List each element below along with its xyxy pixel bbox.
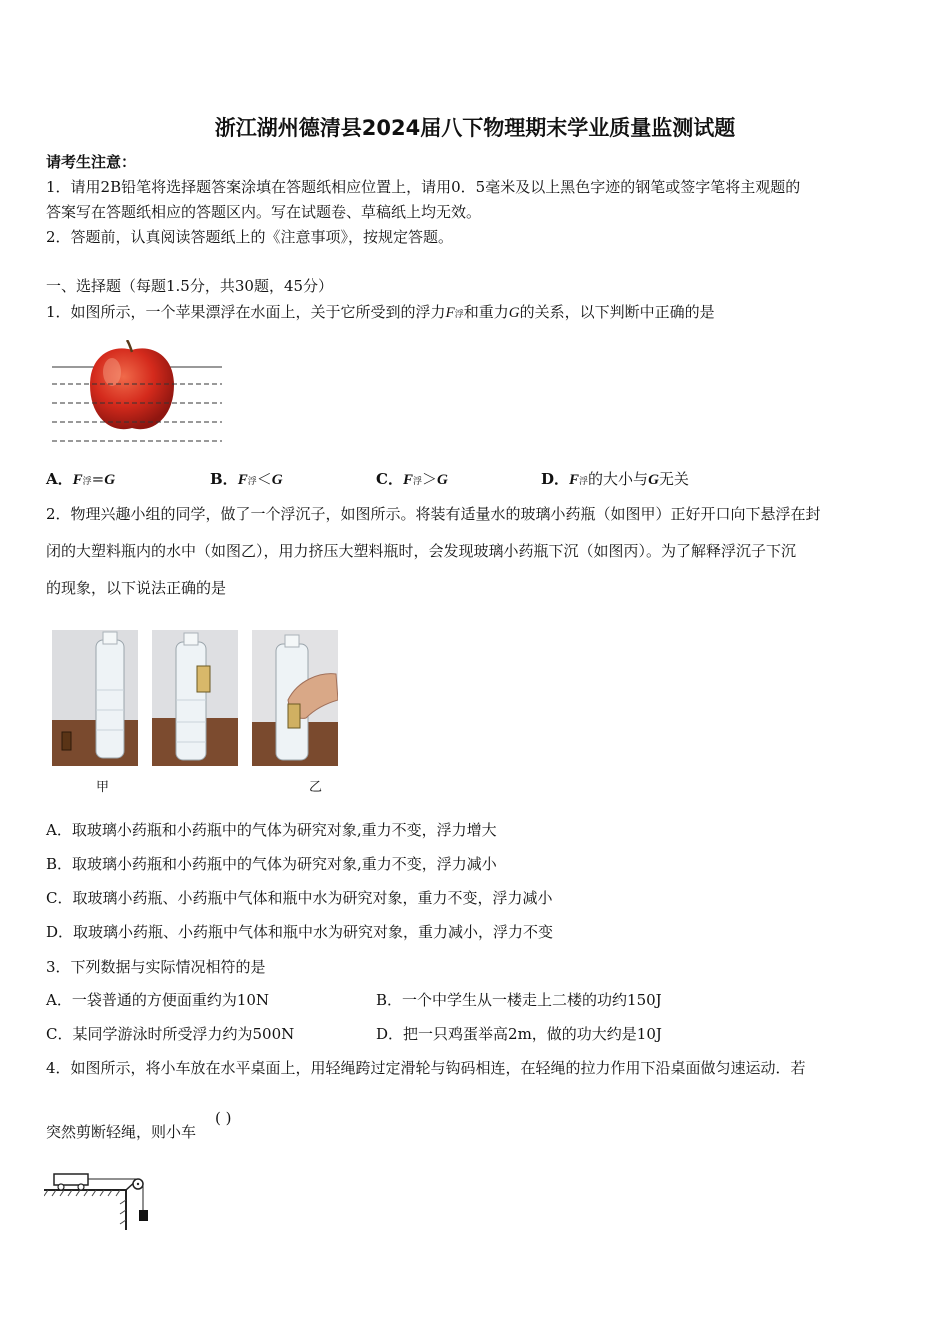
q1-subscript: 浮: [454, 310, 464, 320]
q1-option-subscript: 浮: [579, 477, 589, 487]
question-1-stem: [46, 302, 715, 325]
q1-option-text: 无关: [658, 470, 689, 488]
q1-option-d-label: D．: [541, 470, 570, 488]
cart-pulley-diagram: [44, 1168, 162, 1236]
q1-option-relation: =: [91, 470, 105, 488]
figure-caption-yi: 乙: [309, 780, 323, 795]
q3-option-c: C．某同学游泳时所受浮力约为500N: [46, 1025, 295, 1043]
q1-option-a-label: A．: [46, 470, 73, 488]
figure-caption-jia: 甲: [96, 780, 110, 795]
q1-option-symbol: F: [237, 472, 248, 488]
q1-option-subscript: 浮: [82, 477, 92, 487]
q1-stem-part: 1．如图所示，一个苹果漂浮在水面上，关于它所受到的浮力: [46, 303, 446, 321]
q1-option-text: 的大小与: [588, 470, 649, 488]
q1-option-symbol: F: [402, 472, 413, 488]
cart-pulley-figure: [44, 1168, 162, 1236]
q1-option-d: [541, 469, 689, 492]
q1-option-b-label: B．: [210, 470, 238, 488]
apple-floating-figure: [50, 340, 225, 450]
notice-heading: 请考生注意：: [46, 153, 137, 171]
question-3-stem: 3．下列数据与实际情况相符的是: [46, 958, 266, 976]
q1-option-relation: ＞: [421, 470, 437, 488]
q1-option-symbol: F: [72, 472, 83, 488]
notice-item-1-line-1: 1．请用2B铅笔将选择题答案涂填在答题纸相应位置上，请用0．5毫米及以上黑色字迹的钢笔或签字笔将主观题的: [46, 178, 801, 196]
q1-option-symbol: G: [437, 472, 448, 488]
notice-item-2: 2．答题前，认真阅读答题纸上的《注意事项》，按规定答题。: [46, 228, 454, 246]
q2-option-c: C．取玻璃小药瓶、小药瓶中气体和瓶中水为研究对象，重力不变，浮力减小: [46, 889, 553, 907]
q3-option-d: D．把一只鸡蛋举高2m，做的功大约是10J: [376, 1025, 662, 1043]
q1-option-symbol: G: [104, 472, 116, 488]
q1-stem-part: 和重力: [463, 303, 509, 321]
q1-option-c-label: C．: [376, 470, 403, 488]
answer-parentheses: ( ): [215, 1109, 232, 1127]
q1-option-relation: ＜: [256, 470, 272, 488]
question-2-line-1: 2．物理兴趣小组的同学，做了一个浮沉子，如图所示。将装有适量水的玻璃小药瓶（如图甲）正好开口向下悬浮在封: [46, 505, 821, 523]
bottle-photos-figure: [52, 630, 338, 766]
q1-option-subscript: 浮: [412, 477, 422, 487]
q2-option-b: B．取玻璃小药瓶和小药瓶中的气体为研究对象,重力不变，浮力减小: [46, 855, 497, 873]
q2-option-a: A．取玻璃小药瓶和小药瓶中的气体为研究对象,重力不变，浮力增大: [46, 821, 497, 839]
q1-option-c: [376, 469, 448, 492]
bottle-photos: [52, 630, 338, 766]
notice-item-1-line-2: 答案写在答题纸相应的答题区内。写在试题卷、草稿纸上均无效。: [46, 203, 482, 221]
q1-option-subscript: 浮: [247, 477, 257, 487]
apple-illustration: [50, 340, 225, 450]
q1-option-symbol: G: [271, 472, 283, 488]
page-title: 浙江湖州德清县2024届八下物理期末学业质量监测试题: [214, 116, 736, 140]
q1-symbol-g: G: [508, 305, 520, 321]
question-2-line-3: 的现象，以下说法正确的是: [46, 579, 227, 597]
q1-option-symbol: G: [648, 472, 659, 488]
q1-option-a: [46, 469, 115, 492]
q2-option-d: D．取玻璃小药瓶、小药瓶中气体和瓶中水为研究对象，重力减小，浮力不变: [46, 923, 554, 941]
q1-option-symbol: F: [569, 472, 580, 488]
section-heading: 一、选择题（每题1.5分，共30题，45分）: [46, 277, 334, 295]
question-2-line-2: 闭的大塑料瓶内的水中（如图乙），用力挤压大塑料瓶时，会发现玻璃小药瓶下沉（如图丙）。为了解释浮沉子下沉: [46, 542, 797, 560]
question-4-line-2: 突然剪断轻绳，则小车: [46, 1123, 197, 1141]
q1-stem-part: 的关系，以下判断中正确的是: [519, 303, 715, 321]
q1-symbol-f: F: [445, 305, 455, 321]
q1-option-b: [210, 469, 283, 492]
q3-option-b: B．一个中学生从一楼走上二楼的功约150J: [376, 991, 662, 1009]
question-4-line-1: 4．如图所示，将小车放在水平桌面上，用轻绳跨过定滑轮与钩码相连，在轻绳的拉力作用下沿桌面做匀速运动．若: [46, 1059, 806, 1077]
q3-option-a: A．一袋普通的方便面重约为10N: [46, 991, 270, 1009]
